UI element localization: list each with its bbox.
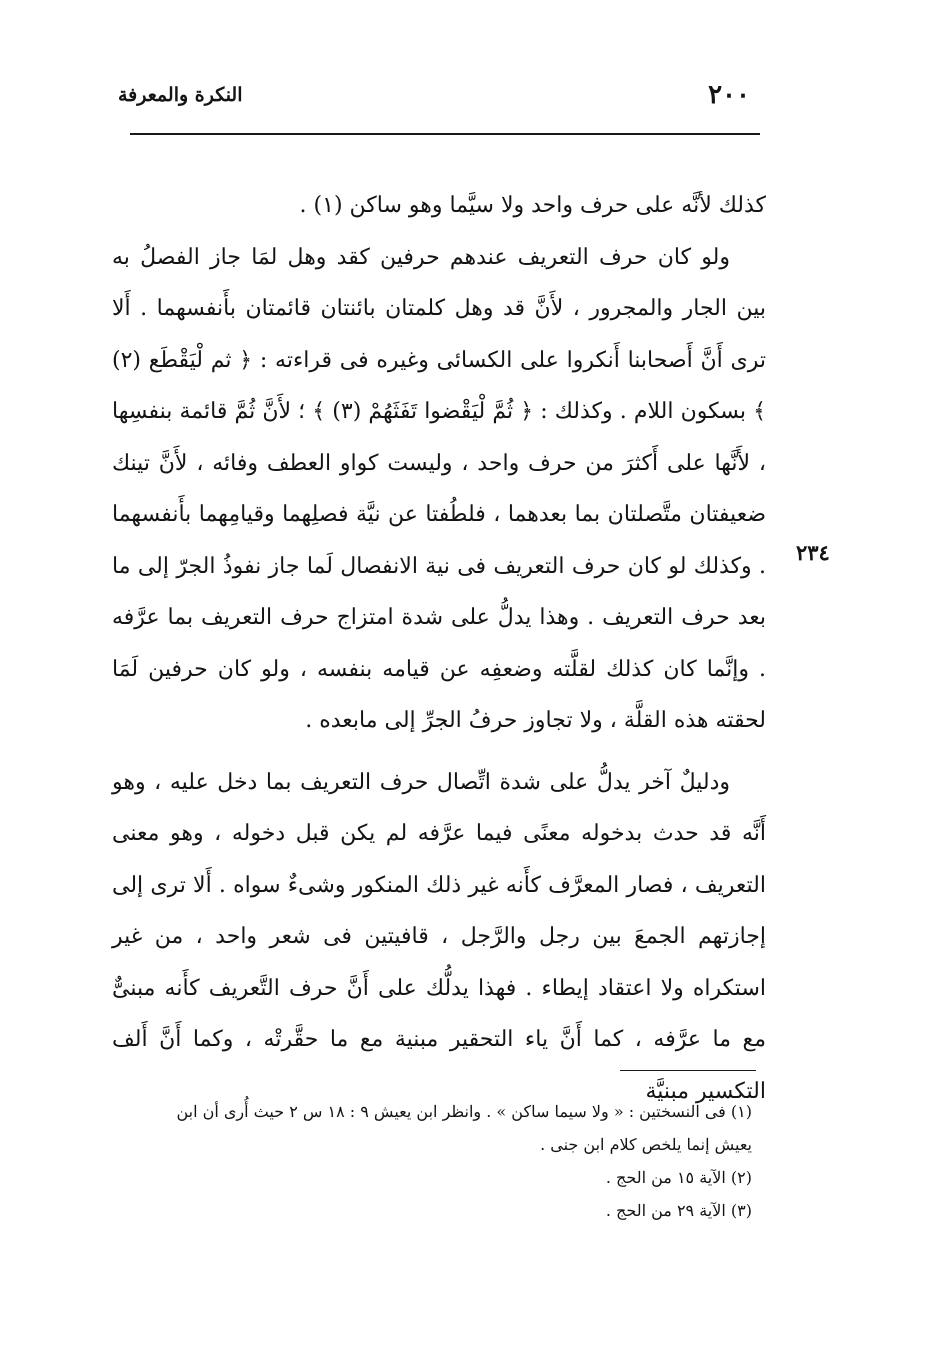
main-text [112, 180, 766, 1117]
footnote-2: (٢) الآية ١٥ من الحج . [605, 1168, 752, 1187]
footnote-1-continued: يعيش إنما يلخص كلام ابن جنى . [540, 1135, 752, 1154]
footnote-divider [620, 1070, 756, 1071]
footnote-3: (٣) الآية ٢٩ من الحج . [605, 1201, 752, 1220]
footnote-1: (١) فى النسختين : « ولا سيما ساكن » . وانظر ابن يعيش ٩ : ١٨ س ٢ حيث أُرى أن ابن [176, 1102, 752, 1121]
header-divider [130, 133, 760, 135]
footnotes [112, 1095, 752, 1227]
page-number: ٢٠٠ [708, 80, 750, 110]
paragraph-2: ولو كان حرف التعريف عندهم حرفين كقد وهل لمَا جاز الفصلُ به بين الجار والمجرور ، لأَنَّ قد وهل كلمتان بائنتان قائمتان بأَنفسهما . أَلا ترى أَنَّ أَصحابنا أَنكروا على الكسائى وغيره فى قراءته : ﴿ ثم لْيَقْطَع (٢) ﴾ بسكون اللام . وكذلك : ﴿ ثُمَّ لْيَقْضوا تَفَثَهُمْ (٣) ﴾ ؛ لأَنَّ ثُمَّ قائمة بنفسِها ، لأَنَّها على أَكثرَ من حرف واحد ، وليست كواو العطف وفائه ، لأَنَّ تينك ضعيفتان متَّصلتان بما بعدهما ، فلطُفتا عن نيَّة فصلِهما وقيامِهما بأَنفسهما . وكذلك لو كان حرف التعريف فى نية الانفصال لَما جاز نفوذُ الجرّ إلى ما بعد حرف التعريف . وهذا يدلُّ على شدة امتزاج حرف التعريف بما عرَّفه . وإنَّما كان كذلك لقلَّته وضعفِه عن قيامه بنفسه ، ولو كان حرفين لَمَا لحقته هذه القلَّة ، ولا تجاوز حرفُ الجرِّ إلى مابعده . [112, 244, 766, 733]
chapter-title: النكرة والمعرفة [118, 84, 243, 106]
running-header [118, 78, 758, 118]
paragraph-1: كذلك لأنَّه على حرف واحد ولا سيَّما وهو ساكن (١) . [299, 193, 766, 218]
paragraph-3: ودليلٌ آخر يدلُّ على شدة اتِّصال حرف التعريف بما دخل عليه ، وهو أَنَّه قد حدث بدخوله معنًى فيما عرَّفه لم يكن قبل دخوله ، وهو معنى التعريف ، فصار المعرَّف كأَنه غير ذلك المنكور وشىءٌ سواه . أَلا ترى إلى إجازتهم الجمعَ بين رجل والرَّجل ، قافيتين فى شعر واحد ، من غير استكراه ولا اعتقاد إيطاء . فهذا يدلُّك على أَنَّ حرف التَّعريف كأَنه مبنىٌّ مع ما عرَّفه ، كما أَنَّ ياء التحقير مبنية مع ما حقَّرتْه ، وكما أَنَّ أَلف التكسير مبنيَّة [112, 769, 766, 1104]
margin-reference-number: ٢٣٤ [796, 540, 830, 565]
